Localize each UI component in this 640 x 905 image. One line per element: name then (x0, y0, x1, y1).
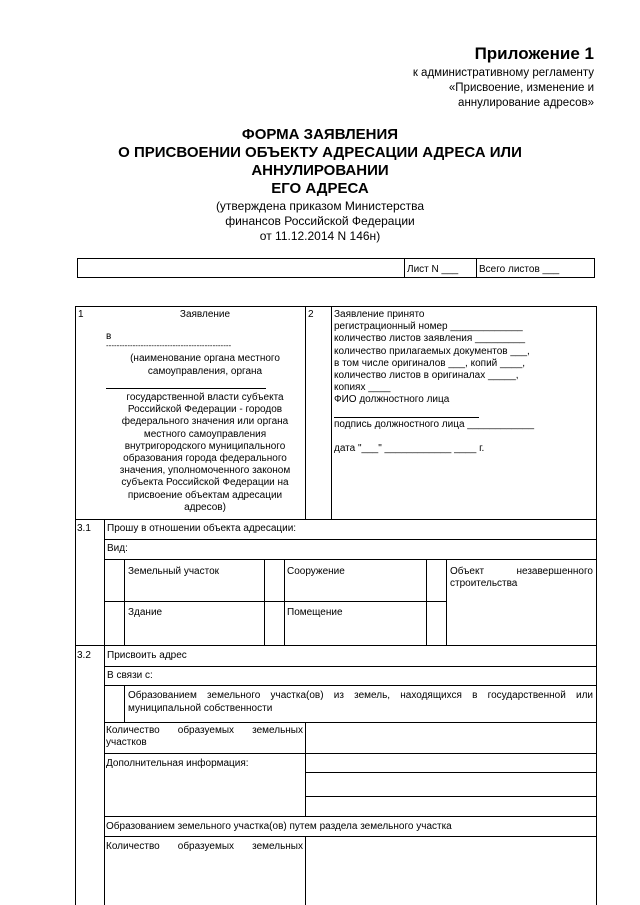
form-title-1: ФОРМА ЗАЯВЛЕНИЯ (241, 126, 399, 143)
land-plot-checkbox[interactable] (105, 560, 124, 601)
section-1-heading: Заявление (179, 309, 231, 320)
sheet-number-field[interactable]: Лист N ___ (407, 264, 459, 275)
additional-info-input[interactable] (306, 754, 595, 815)
form-title-2: О ПРИСВОЕНИИ ОБЪЕКТУ АДРЕСАЦИИ АДРЕСА ИЛИ (118, 144, 522, 161)
plot-count-2-input[interactable] (306, 837, 595, 905)
plot-count-2-label: Количество образуемых земельных (106, 841, 303, 852)
unfinished-checkbox[interactable] (427, 560, 446, 645)
appendix-line-2: «Присвоение, изменение и (448, 82, 594, 94)
appendix-line-3: аннулирование адресов» (458, 97, 594, 109)
additional-info-label: Дополнительная информация: (106, 758, 249, 769)
structure-checkbox[interactable] (265, 560, 284, 601)
section-3-1-title: Прошу в отношении объекта адресации: (107, 523, 297, 534)
section-1-to: в (106, 331, 112, 342)
form-title-4: ЕГО АДРЕСА (271, 180, 369, 197)
form-subtitle-2: финансов Российской Федерации (225, 214, 415, 228)
section-3-1-kind: Вид: (107, 543, 128, 554)
appendix-line-1: к административному регламенту (412, 67, 594, 79)
section-1-gov-lines: государственной власти субъекта Российской Федерации - городов федерального значения или органа местного самоуправления внутригородского муниципального образования города федерального значения, уполномоченного законом субъекта Российской Федерации на присвоение объектам адресации адресов) (119, 392, 291, 513)
unfinished-label-1: Объект незавершенного (450, 566, 593, 577)
form-title-3: АННУЛИРОВАНИИ (251, 162, 389, 179)
form-subtitle-1: (утверждена приказом Министерства (215, 199, 425, 213)
section-3-2-reason: В связи с: (107, 670, 153, 681)
section-3-2-number: 3.2 (77, 650, 91, 661)
formation-2-label: Образованием земельного участка(ов) путем раздела земельного участка (106, 821, 452, 832)
unfinished-label-2: строительства (450, 578, 518, 589)
structure-label: Сооружение (287, 566, 345, 577)
section-1-dash-line[interactable]: ----------------------------------------------- (106, 341, 232, 350)
section-1-number: 1 (78, 309, 84, 320)
formation-1-line-1: Образованием земельного участка(ов) из земель, находящихся в государственной или (128, 690, 593, 701)
appendix-title: Приложение 1 (474, 44, 594, 63)
section-3-1-number: 3.1 (77, 523, 91, 534)
section-3-2-title: Присвоить адрес (107, 650, 187, 661)
room-checkbox[interactable] (265, 602, 284, 645)
room-label: Помещение (287, 607, 343, 618)
formation-1-line-2: муниципальной собственности (128, 703, 273, 714)
section-1-org-line-1: (наименование органа местного (130, 353, 280, 364)
plot-count-input[interactable] (306, 723, 595, 753)
form-subtitle-3: от 11.12.2014 N 146н) (259, 229, 381, 243)
building-label: Здание (128, 607, 163, 618)
formation-1-checkbox[interactable] (105, 686, 124, 722)
plot-count-label-2: участков (106, 737, 147, 748)
section-2-number: 2 (308, 309, 314, 320)
plot-count-label-1: Количество образуемых земельных (106, 725, 303, 736)
section-2-lines: Заявление принято регистрационный номер _____________ количество листов заявления _________ количество прилагаемых документов ___, в том числе оригиналов ___, копий ____, количество листов в оригиналах _____, копиях ____ ФИО должностного лица подпись должностного лица ____________ дата "___" ____________ ____ г. (334, 309, 535, 455)
total-sheets-field[interactable]: Всего листов ___ (479, 264, 560, 275)
land-plot-label: Земельный участок (128, 566, 220, 577)
section-1-org-line-2: самоуправления, органа (147, 366, 263, 377)
building-checkbox[interactable] (105, 602, 124, 645)
